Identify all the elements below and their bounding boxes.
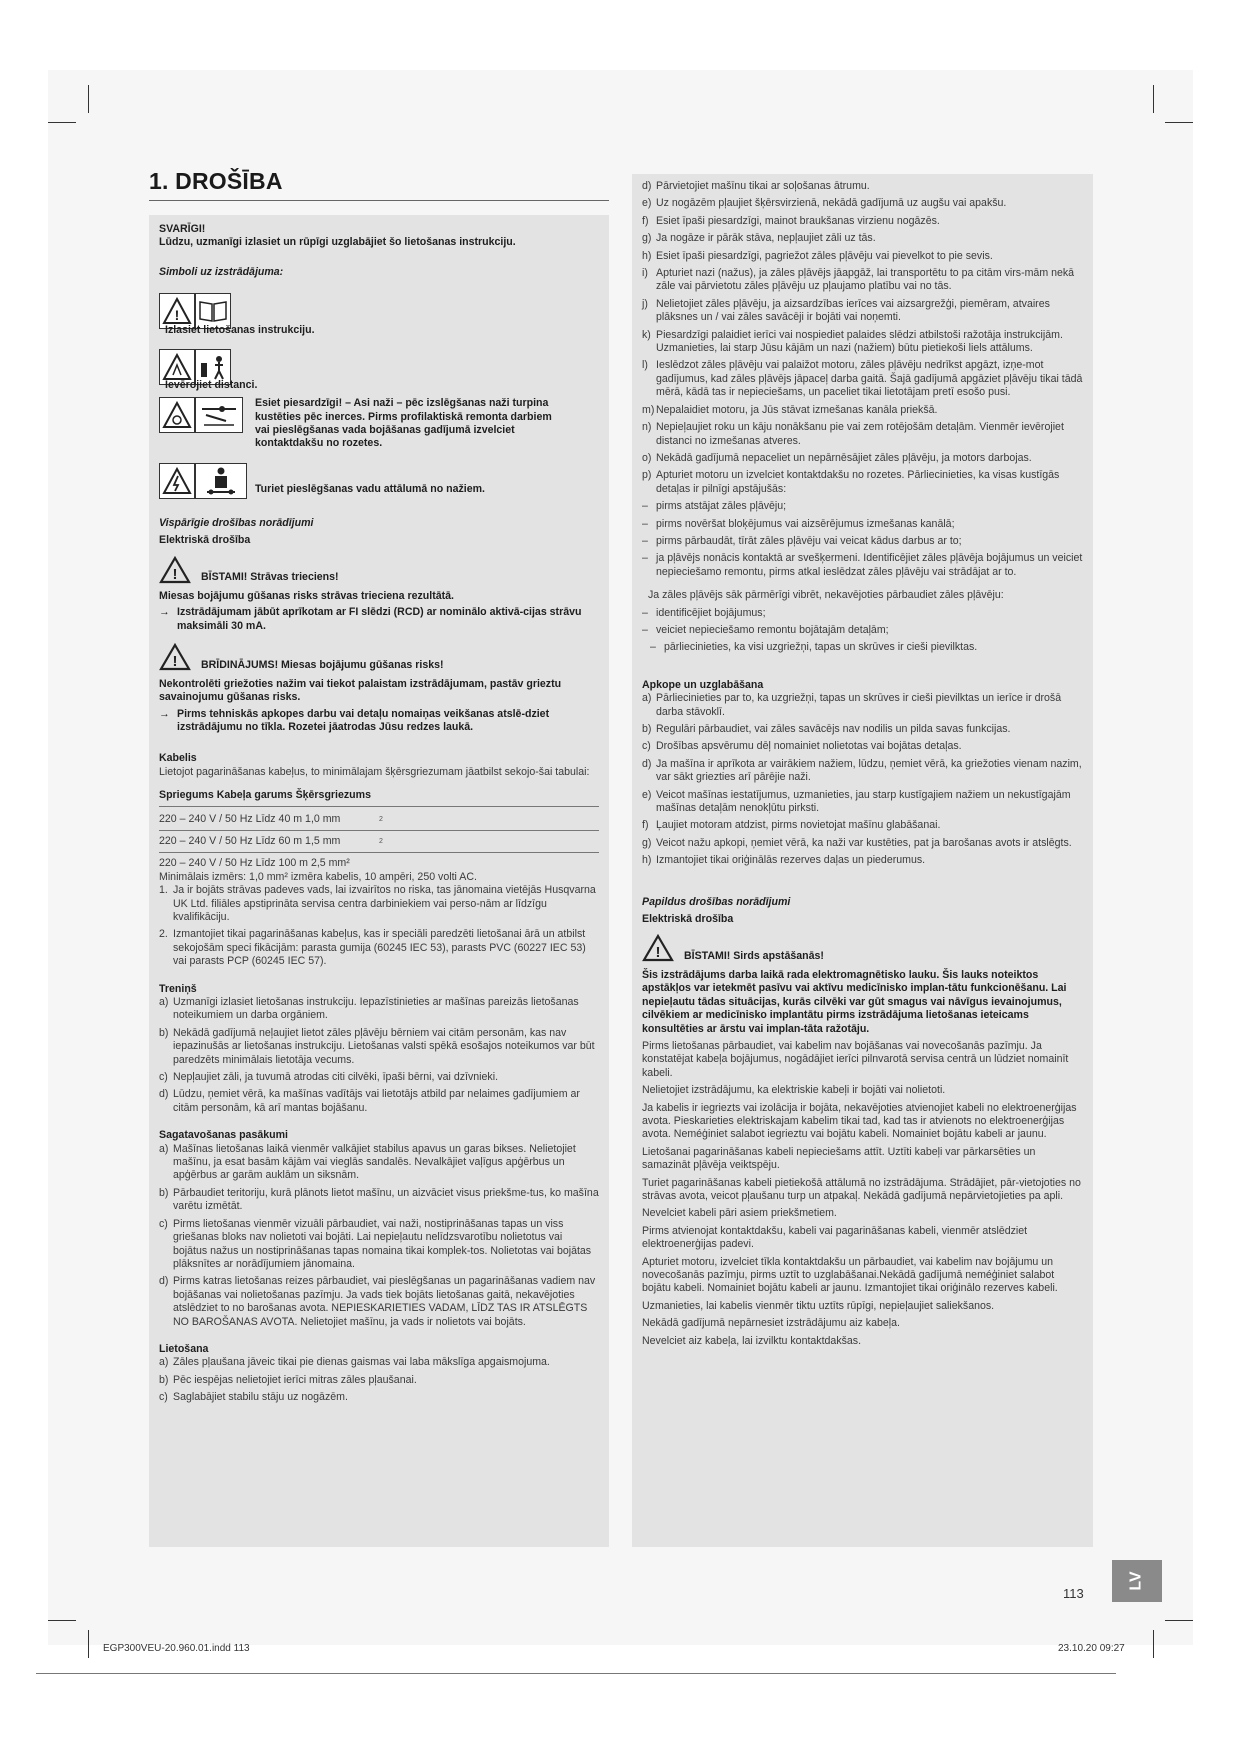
danger-cardiac-text: Šis izstrādājums darba laikā rada elektromagnētisko lauku. Šis lauks noteiktos apstākļos var ietekmēt pasīvu vai aktīvu medicīnisko implan-tātu funkcionēšanu. Lai nepieļautu tādas situācijas, kurās cilvēki var gūt smagus vai nāvīgus ievainojumus, cilvēkiem ar medicīnisko implantātu pirms izstrādājuma lietošanas ieteicams konsultēties ar ārstu vai implan-tāta ražotāju. xyxy=(642,968,1067,1035)
sagatavosana-heading: Sagatavošanas pasākumi xyxy=(159,1129,288,1142)
warning-injury-text: Nekontrolēti griežoties nažim vai tiekot palaistam izstrādājumam, pastāv grieztu savainojumu gūšanas risks. xyxy=(159,677,562,704)
list-item-text: Izmantojiet tikai oriģinālās rezerves daļas un piederumus. xyxy=(656,854,926,867)
list-item-text: Pārliecinieties par to, ka uzgriežņi, tapas un skrūves ir cieši pievilktas un ierīce ir drošā darba stāvoklī. xyxy=(656,692,1062,718)
list-item xyxy=(642,215,1083,228)
symbol-read-manual-label: Izlasiet lietošanas instrukciju. xyxy=(165,324,315,337)
list-item xyxy=(159,1391,599,1404)
cable-table-header: Spriegums Kabeļa garums Šķērsgriezums xyxy=(159,789,599,806)
list-item xyxy=(642,758,1083,785)
svg-text:!: ! xyxy=(172,565,178,583)
list-item xyxy=(159,1027,599,1067)
paragraph: Ja kabelis ir iegriezts vai izolācija ir bojāta, nekavējoties atvienojiet kabeli no elektroenerģijas avota. Pieskarieties elektriskajam kabelim tikai tad, kad tas ir atvienots no elektroenerģijas avota. Neméģiniet salabot iegrieztu vai bojātu kabeli. Nomainiet bojātu kabeli ar jaunu. xyxy=(642,1101,1077,1141)
footer-file-info: EGP300VEU-20.960.01.indd 113 xyxy=(103,1643,250,1654)
paragraph: Turiet pagarināšanas kabeli pietiekošā attālumā no izstrādājuma. Strādājiet, pār-vietojoties no strāvas avota, veicot pļaušanu turp un atpakaļ. Nekādā gadījumā nepārvietojieties pa apli. xyxy=(642,1176,1081,1202)
list-marker: a) xyxy=(642,692,652,705)
lietosana-list xyxy=(159,1356,599,1404)
unplug-icon xyxy=(195,397,243,433)
general-safety-heading: Vispārīgie drošības norādījumi xyxy=(159,516,314,529)
list-marker: i) xyxy=(642,267,648,280)
arrow-right-icon: → xyxy=(159,606,170,619)
list-marker: d) xyxy=(642,180,652,192)
warning-injury-title: BRĪDINĀJUMS! Miesas bojājumu gūšanas risks! xyxy=(201,658,444,671)
list-item-text: pārliecinieties, ka visi uzgriežņi, tapas un skrūves ir cieši pievilktas. xyxy=(664,641,978,654)
symbol-distance-label: Ievērojiet distanci. xyxy=(165,379,258,392)
symbol-cable-clear xyxy=(159,463,599,499)
list-item xyxy=(159,1071,599,1084)
title-rule xyxy=(149,200,609,201)
list-item xyxy=(642,421,1083,448)
trening-list xyxy=(159,996,599,1115)
language-tab xyxy=(1112,1560,1162,1602)
list-item-text: Apturiet nazi (nažus), ja zāles pļāvējs jāapgāž, lai transportētu to pa citām virs-mām nekā zāle vai pārvietotu zāles pļāvēju uz pļaujamo platību vai no tās. xyxy=(656,267,1075,293)
list-item xyxy=(642,232,1083,245)
danger-electric-shock-instruction xyxy=(159,606,599,633)
list-item xyxy=(642,740,1083,753)
list-item xyxy=(642,197,1083,210)
list-marker: f) xyxy=(642,214,649,227)
list-item xyxy=(642,267,1083,294)
list-marker: d) xyxy=(642,757,652,770)
symbol-cable-clear-label: Turiet pieslēgšanas vadu attālumā no nažiem. xyxy=(255,483,485,496)
danger-electric-shock-text: Miesas bojājumu gūšanas risks strāvas trieciena rezultātā. xyxy=(159,590,454,603)
cable-table-row-3: 220 – 240 V / 50 Hz Līdz 100 m 2,5 mm² xyxy=(159,857,350,870)
list-item-text: Mašīnas lietošanas laikā vienmēr valkājiet stabilus apavus un garas bikses. Nelietojiet mašīnu, ja esat basām kājām vai vieglās sandalēs. Nevalkājiet vaļīgus apģērbus un apģērbus ar garām auklām un siksnām. xyxy=(173,1142,576,1182)
list-marker: – xyxy=(642,623,648,636)
paragraph: Nevelciet aiz kabeļa, lai izvilktu kontaktdakšas. xyxy=(642,1334,862,1347)
list-marker: f) xyxy=(642,819,649,832)
list-item-text: Regulāri pārbaudiet, vai zāles savācējs nav nodilis un pilda savas funkcijas. xyxy=(656,723,1011,735)
list-item-text: Uzmanīgi izlasiet lietošanas instrukciju. Iepazīstinieties ar mašīnas pareizās lietošanas noteikumiem un darba orgāniem. xyxy=(173,996,579,1022)
list-item xyxy=(642,298,1083,325)
paragraph: Pirms lietošanas pārbaudiet, vai kabelim nav bojāšanas vai novecošanās pazīmju. Ja konstatējat kabeļa bojājumus, nogādājiet ierīci pilnvarotā servisa centrā un lūdziet nomainīt kabeli. xyxy=(642,1039,1069,1079)
kabelis-list xyxy=(159,884,599,968)
crop-mark xyxy=(88,1630,89,1658)
warning-triangle-icon xyxy=(159,643,191,675)
svarigi-text: Lūdzu, uzmanīgi izlasiet un rūpīgi uzglabājiet šo lietošanas instrukciju. xyxy=(159,236,516,249)
svg-text:!: ! xyxy=(655,944,661,962)
list-item-text: Ja nogāze ir pārāk stāva, nepļaujiet zāli uz tās. xyxy=(656,232,876,245)
warning-injury-instruction xyxy=(159,708,599,735)
list-marker: g) xyxy=(642,232,652,245)
paragraph: Lietošanai pagarināšanas kabeli nepieciešams attīt. Uztīti kabeļi var pārkarsēties un samazināt pļāvēja veiktspēju. xyxy=(642,1145,1036,1172)
list-item xyxy=(159,1218,599,1272)
symbol-sharp-blades xyxy=(159,397,599,451)
list-marker: c) xyxy=(159,1217,168,1230)
table-cell: 220 – 240 V / 50 Hz Līdz 40 m 1,0 mm xyxy=(159,809,379,831)
cable-safety-paragraphs xyxy=(642,1040,1083,1348)
list-item xyxy=(642,837,1083,850)
list-marker: d) xyxy=(159,1275,169,1288)
list-item xyxy=(159,1374,599,1387)
paragraph: Apturiet motoru, izvelciet tīkla kontaktdakšu un pārbaudiet, vai kabelim nav bojājumu un novecošanās pazīmju, pirms uztīt to uzglabāšanai.Nekādā gadījumā neméģiniet salabot bojātu kabeli. Nomainiet bojātu kabeli ar jaunu. Izmantojiet tikai oriģinālo rezerves kabeli. xyxy=(642,1255,1058,1295)
list-marker: o) xyxy=(642,451,652,464)
list-marker: n) xyxy=(642,421,652,434)
list-item-text: Drošības apsvērumu dēļ nomainiet nolietotas vai bojātas detaļas. xyxy=(656,740,962,753)
list-item-text: Ieslēdzot zāles pļāvēju vai palaižot motoru, zāles pļāvēju nedrīkst apgāzt, izņe-mot gadījumus, kad zāles pļāvējs jāpaceļ darba gaitā. Šajā gadījumā apgāziet pļāvēju tikai tādā mērā, kādā tas ir nepieciešams, un paceliet tikai lietotājam pretī esošo pusi. xyxy=(656,359,1083,399)
list-item xyxy=(159,1088,599,1115)
table-cell-sup: 2 xyxy=(379,830,599,852)
list-item xyxy=(159,1356,599,1369)
table-row xyxy=(159,809,599,831)
list-marker: h) xyxy=(642,854,652,867)
papildus-heading: Papildus drošības norādījumi xyxy=(642,895,791,908)
list-marker: – xyxy=(642,534,648,547)
sagatavosana-list xyxy=(159,1143,599,1329)
list-item-text: Saglabājiet stabilu stāju uz nogāzēm. xyxy=(173,1391,348,1404)
list-item xyxy=(642,452,1083,465)
paragraph: Pirms atvienojat kontaktdakšu, kabeli vai pagarināšanas kabeli, vienmēr atslēdziet elektroenerģijas padevi. xyxy=(642,1224,1028,1251)
vibration-text: Ja zāles pļāvējs sāk pārmērīgi vibrēt, nekavējoties pārbaudiet zāles pļāvēju: xyxy=(648,589,1004,602)
list-marker: e) xyxy=(642,197,652,210)
danger-electric-shock xyxy=(159,556,599,588)
list-item-text: Ja ir bojāts strāvas padeves vads, lai izvairītos no riska, tas jānomaina vietējās Husqvarna UK Ltd. filiāles apstiprināta servisa centra darbiniekiem vai perso-nām ar līdzīgu kvalifikāciju. xyxy=(173,884,596,923)
apkope-list xyxy=(642,692,1083,867)
list-marker: j) xyxy=(642,297,648,310)
list-item xyxy=(642,723,1083,736)
paragraph: Uzmanieties, lai kabelis vienmēr tiktu uztīts rūpīgi, nepieļaujiet saliekšanos. xyxy=(642,1299,995,1312)
list-item-text: Piesardzīgi palaidiet ierīci vai nospiediet palaides slēdzi atbilstoši ražotāja instrukcijām. Uzmanieties, lai starp Jūsu kājām un nazi (nažiem) būtu pietiekoši liels attālums. xyxy=(656,328,1063,355)
apkope-heading: Apkope un uzglabāšana xyxy=(642,678,764,691)
electrical-safety-heading-2: Elektriskā drošība xyxy=(642,913,734,926)
list-item xyxy=(642,535,1083,548)
svg-text:!: ! xyxy=(172,653,178,671)
list-marker: p) xyxy=(642,469,652,482)
list-marker: d) xyxy=(159,1088,169,1101)
list-item xyxy=(642,404,1083,417)
kabelis-text: Lietojot pagarināšanas kabeļus, to minimālajam šķērsgriezumam jāatbilst sekojo-šai tabulai: xyxy=(159,765,590,778)
list-item xyxy=(159,1143,599,1183)
trening-heading: Treniņš xyxy=(159,982,197,995)
crop-mark xyxy=(48,1620,76,1621)
bottom-rule xyxy=(36,1673,1116,1674)
paragraph: Nevelciet kabeli pāri asiem priekšmetiem. xyxy=(642,1207,837,1220)
list-item xyxy=(642,359,1083,399)
paragraph: Nelietojiet izstrādājumu, ka elektriskie kabeļi ir bojāti vai nolietoti. xyxy=(642,1084,946,1097)
svg-text:!: ! xyxy=(174,307,180,324)
list-item-text: Nekādā gadījumā neļaujiet lietot zāles pļāvēju bērniem vai citām personām, kas nav iepazinušās ar lietošanas instrukciju. Lietošanas valsti spēkā esošajos noteikumos var būt paredzēts minimālais lietotāja vecums. xyxy=(173,1026,595,1066)
list-item xyxy=(642,500,1083,513)
danger-cardiac xyxy=(642,934,1083,966)
list-marker: c) xyxy=(159,1391,168,1404)
list-item-text: Apturiet motoru un izvelciet kontaktdakšu no rozetes. Pārliecinieties, ka visas kustīgās detaļas ir pilnīgi apstājušās: xyxy=(656,469,1060,495)
warning-injury xyxy=(159,643,599,675)
list-marker: c) xyxy=(642,740,651,753)
list-item-text: Nepieļaujiet roku un kāju nonākšanu pie vai zem rotējošām detaļām. Vienmēr ievērojiet distanci no izmešanas atveres. xyxy=(656,421,1064,447)
electric-warning-icon xyxy=(159,463,195,499)
list-item-text: Ja mašīna ir aprīkota ar vairākiem nažiem, lūdzu, ņemiet vērā, ka griežoties vienam nazim, var sākt griezties arī pārējie naži. xyxy=(656,757,1082,784)
list-item xyxy=(642,624,1083,637)
list-item-text: Nepalaidiet motoru, ja Jūs stāvat izmešanas kanāla priekšā. xyxy=(656,403,938,416)
list-item-text: Zāles pļaušana jāveic tikai pie dienas gaismas vai laba mākslīga apgaismojuma. xyxy=(173,1356,550,1369)
list-item-text: pirms atstājat zāles pļāvēju; xyxy=(656,500,787,513)
list-marker: h) xyxy=(642,249,652,262)
list-marker: l) xyxy=(642,359,648,372)
right-column xyxy=(632,174,1093,1547)
list-marker: a) xyxy=(159,996,169,1008)
mower-operator-icon xyxy=(195,463,247,499)
list-item xyxy=(642,518,1083,531)
list-item-text: Nelietojiet zāles pļāvēju, ja aizsardzības ierīces vai aizsargrežģi, piemēram, atvaires plāksnes un / vai zāles savācēji ir bojāti vai noņemti. xyxy=(656,297,1050,324)
list-item-text: Veicot mašīnas iestatījumus, uzmanieties, jau starp kustīgajiem nažiem un nekustīgajām mašīnas detaļām nenokļūtu pirksti. xyxy=(656,788,1071,815)
list-item-text: pirms pārbaudāt, tīrāt zāles pļāvēju vai veicat kādus darbus ar to; xyxy=(656,534,962,547)
list-item-text: Pirms katras lietošanas reizes pārbaudiet, vai pieslēgšanas un pagarināšanas vadiem nav bojāšanas vai nolietošanas pazīmju. Ja vads tiek bojāts lietošanas gaitā, nekavējoties atslēdziet to no barošanas avota. NEPIESKARIETIES VADAM, LĪDZ TAS IR ATSLĒGTS NO BAROŠANAS AVOTA. Nelietojiet mašīnu, ja vads ir nolietots vai bojāts. xyxy=(173,1275,596,1328)
list-marker: m) xyxy=(642,403,655,416)
electrical-safety-heading: Elektriskā drošība xyxy=(159,534,251,547)
list-marker: c) xyxy=(159,1071,168,1084)
page-number: 113 xyxy=(1063,1586,1084,1601)
list-marker: 1. xyxy=(159,884,168,897)
lietosana-continued-list xyxy=(642,180,1083,496)
crop-mark xyxy=(1153,1630,1154,1658)
list-marker: – xyxy=(642,500,648,513)
list-item xyxy=(159,1275,599,1329)
footer-date: 23.10.20 09:27 xyxy=(1058,1643,1125,1654)
language-tab-label: LV xyxy=(1127,1571,1145,1591)
list-item-text: Uz nogāzēm pļaujiet šķērsvirzienā, nekādā gadījumā uz augšu vai apakšu. xyxy=(656,197,1007,210)
list-item-text: Pārbaudiet teritoriju, kurā plānots lietot mašīnu, un aizvāciet visus priekšme-tus, ko mašīna varētu izmētāt. xyxy=(173,1186,599,1213)
warning-triangle-icon xyxy=(159,556,191,588)
paragraph: Nekādā gadījumā nepārnesiet izstrādājumu aiz kabeļa. xyxy=(642,1317,900,1330)
list-marker: a) xyxy=(159,1142,169,1155)
list-marker: – xyxy=(642,517,648,530)
vibration-list xyxy=(642,607,1083,638)
list-item-text: Ļaujiet motoram atdzist, pirms novietojat mašīnu glabāšanai. xyxy=(656,819,941,832)
list-item xyxy=(642,789,1083,816)
list-item-text: pirms novēršat bloķējumus vai aizsērējumus izmešanas kanālā; xyxy=(656,517,955,530)
list-marker: – xyxy=(642,606,648,619)
crop-mark xyxy=(1165,1620,1193,1621)
symbol-sharp-blades-label: Esiet piesardzīgi! – Asi naži – pēc izslēgšanas naži turpina kustēties pēc inerces. Pirms profilaktiskā remonta darbiem vai pieslēgšanas vada bojāšanas gadījumā izvelciet kontaktdakšu no rozetes. xyxy=(255,397,552,450)
list-item xyxy=(642,819,1083,832)
symbols-heading: Simboli uz izstrādājuma: xyxy=(159,265,284,278)
list-item xyxy=(642,180,1083,193)
list-item xyxy=(642,469,1083,496)
list-item-text: veiciet nepieciešamo remontu bojātajām detaļām; xyxy=(656,623,889,636)
list-item: – pārliecinieties, ka visi uzgriežņi, tapas un skrūves ir cieši pievilktas. xyxy=(650,641,978,654)
list-item-text: Nekādā gadījumā nepaceliet un nepārnēsājiet zāles pļāvēju, ja motors darbojas. xyxy=(656,451,1032,464)
crop-mark xyxy=(1165,122,1193,123)
danger-electric-shock-title: BĪSTAMI! Strāvas trieciens! xyxy=(201,571,339,584)
list-marker: b) xyxy=(159,1026,169,1039)
list-marker: b) xyxy=(159,1186,169,1199)
list-item-text: identificējiet bojājumus; xyxy=(656,606,766,619)
arrow-right-icon: → xyxy=(159,707,170,720)
list-marker: k) xyxy=(642,328,651,341)
crop-mark xyxy=(48,122,76,123)
list-item-text: Esiet īpaši piesardzīgi, mainot braukšanas virzienu nogāzēs. xyxy=(656,214,940,227)
list-item xyxy=(642,552,1083,579)
list-marker: b) xyxy=(159,1373,169,1386)
list-item-text: Pēc iespējas nelietojiet ierīci mitras zāles pļaušanai. xyxy=(173,1373,417,1386)
list-item xyxy=(642,854,1083,867)
instruction-text: Pirms tehniskās apkopes darbu vai detaļu nomaiņas veikšanas atslē-dziet izstrādājumu no tīkla. Rozetei jāatrodas Jūsu redzes laukā. xyxy=(177,707,550,733)
svarigi-heading: SVARĪGI! xyxy=(159,223,206,235)
list-marker: a) xyxy=(159,1356,169,1369)
crop-mark xyxy=(1153,85,1154,113)
list-item xyxy=(642,329,1083,356)
left-column xyxy=(149,215,609,1547)
list-item-text: Izmantojiet tikai pagarināšanas kabeļus, kas ir speciāli paredzēti lietošanai ārā un atbilst sekojošām speci fikācijām: parasta gumija (60245 IEC 53), parasts PVC (60227 IEC 53) vai parasts PCP (60245 IEC 57). xyxy=(173,928,586,968)
symbol-distance xyxy=(159,349,599,397)
list-item xyxy=(159,996,599,1023)
list-item xyxy=(159,928,599,968)
symbol-read-manual xyxy=(159,293,599,343)
list-item-text: ja pļāvējs nonācis kontaktā ar svešķermeni. Identificējiet zāles pļāvēja bojājumus un veiciet nepieciešamo remontu, pirms atkal ieslēdzat zāles pļāvēju vai strādājat ar to. xyxy=(656,552,1083,578)
list-marker: g) xyxy=(642,836,652,849)
list-marker: b) xyxy=(642,723,652,735)
min-size-text: Minimālais izmērs: 1,0 mm² izmēra kabelis, 10 ampēri, 250 volti AC. xyxy=(159,870,477,883)
page-title: 1. DROŠĪBA xyxy=(149,168,283,194)
kabelis-heading: Kabelis xyxy=(159,752,197,765)
table-cell: 220 – 240 V / 50 Hz Līdz 60 m 1,5 mm xyxy=(159,830,379,852)
instruction-text: Izstrādājumam jābūt aprīkotam ar FI slēdzi (RCD) ar nominālo aktivā-cijas strāvu maksimāli 30 mA. xyxy=(177,606,582,632)
danger-cardiac-title: BĪSTAMI! Sirds apstāšanās! xyxy=(684,949,824,962)
cable-table xyxy=(159,809,599,854)
table-cell-sup: 2 xyxy=(379,809,599,831)
list-marker: 2. xyxy=(159,928,168,941)
list-item-text: Pirms lietošanas vienmēr vizuāli pārbaudiet, vai naži, nostiprināšanas tapas un viss griešanas bloks nav nolietoti vai bojāti. Lai nepieļautu nelīdzsvarotību nolietotus vai bojātus nažus un nostiprināšanas tapas nomaina tikai komplek-tos. Nolietotas vai bojātas plāksnītes ar norādījumiem jānomaina. xyxy=(173,1217,592,1270)
list-item-text: Pārvietojiet mašīnu tikai ar soļošanas ātrumu. xyxy=(656,180,870,192)
list-marker: e) xyxy=(642,788,652,801)
list-item xyxy=(642,250,1083,263)
list-item-text: Nepļaujiet zāli, ja tuvumā atrodas citi cilvēki, īpaši bērni, vai dzīvnieki. xyxy=(173,1071,499,1084)
table-row xyxy=(159,830,599,852)
lietosana-heading: Lietošana xyxy=(159,1342,209,1355)
list-item xyxy=(642,607,1083,620)
list-item-text: Veicot nažu apkopi, ņemiet vērā, ka naži var kustēties, pat ja barošanas avots ir atslēgts. xyxy=(656,836,1072,849)
stop-motor-conditions-list xyxy=(642,500,1083,579)
list-marker: – xyxy=(642,552,648,565)
list-item-text: Esiet īpaši piesardzīgi, pagriežot zāles pļāvēju vai pievelkot to pie sevis. xyxy=(656,249,993,262)
list-item xyxy=(642,692,1083,719)
warning-triangle-icon xyxy=(159,397,195,433)
list-item xyxy=(159,884,599,924)
list-item xyxy=(159,1187,599,1214)
warning-triangle-icon xyxy=(642,934,674,966)
list-item-text: Lūdzu, ņemiet vērā, ka mašīnas vadītājs vai lietotājs atbild par nelaimes gadījumiem ar citām personām, kā arī mantas bojāšanu. xyxy=(173,1088,580,1114)
crop-mark xyxy=(88,85,89,113)
